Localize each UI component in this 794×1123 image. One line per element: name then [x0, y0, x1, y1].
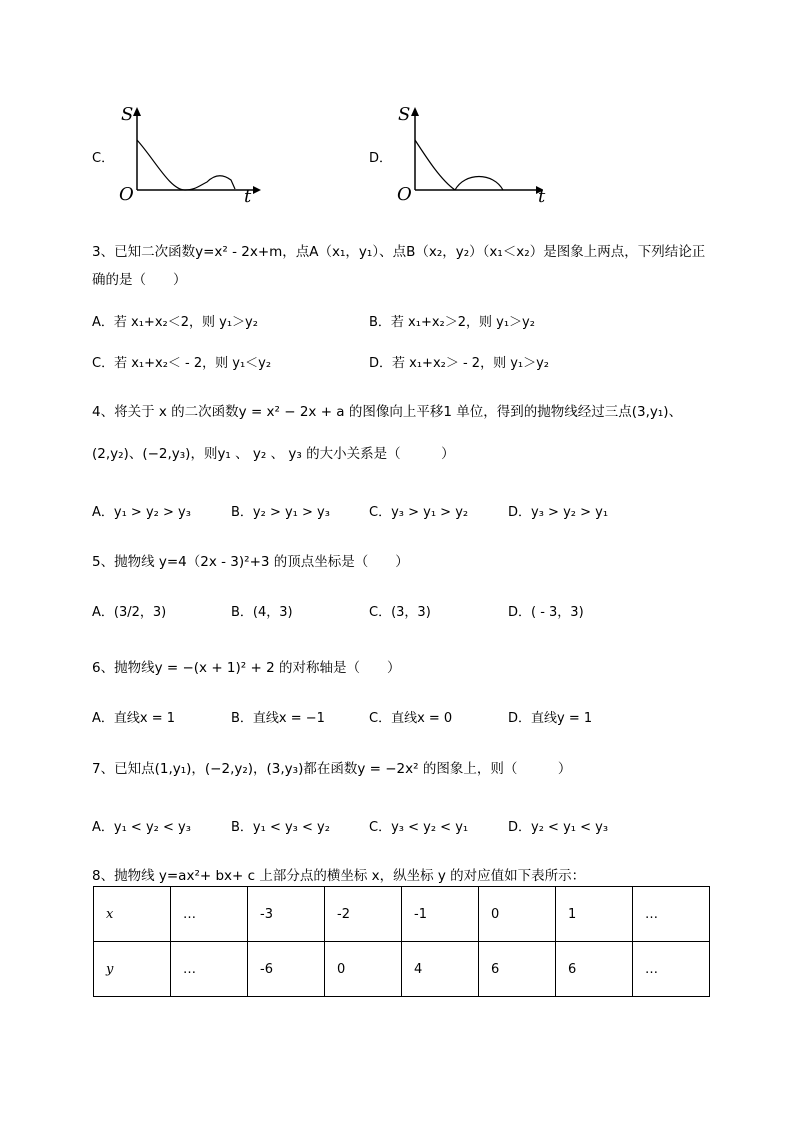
- option-a[interactable]: A．y₁ < y₂ < y₃: [92, 820, 191, 835]
- option-a[interactable]: A．(3/2，3): [92, 605, 167, 620]
- option-d[interactable]: D．若 x₁+x₂＞ - 2，则 y₁＞y₂: [369, 356, 550, 371]
- question-text: 8、抛物线 y=ax²+ bx+ c 上部分点的横坐标 x，纵坐标 y 的对应值如下表所示：: [92, 868, 586, 884]
- table-cell: 0: [479, 887, 556, 942]
- option-b[interactable]: B．(4，3): [231, 605, 293, 620]
- question-text: 5、抛物线 y=4（2x - 3)²+3 的顶点坐标是（ ）: [92, 554, 409, 570]
- table-row: [94, 942, 710, 997]
- graph-d-plot: [393, 100, 546, 210]
- option-b[interactable]: B．y₂ > y₁ > y₃: [231, 505, 330, 520]
- graph-c-plot: [115, 100, 265, 210]
- graph-x-axis-label: t: [538, 186, 546, 207]
- option-c[interactable]: C．y₃ > y₁ > y₂: [369, 505, 469, 520]
- option-b[interactable]: B．直线x = −1: [231, 711, 325, 726]
- question-text: 7、已知点(1,y₁)，(−2,y₂)，(3,y₃)都在函数y = −2x² 的图象上，则（ ）: [92, 761, 572, 777]
- table-cell: …: [633, 942, 710, 997]
- table-cell: 4: [402, 942, 479, 997]
- table-cell: …: [633, 887, 710, 942]
- option-b[interactable]: B．y₁ < y₃ < y₂: [231, 820, 330, 835]
- table-row: [94, 887, 710, 942]
- graph-x-axis-label: t: [244, 186, 252, 207]
- graph-option-label: D．: [369, 151, 393, 166]
- table-cell: 1: [556, 887, 633, 942]
- graph-option-label: C．: [92, 151, 115, 166]
- question-text: 6、抛物线y = −(x + 1)² + 2 的对称轴是（ ）: [92, 660, 401, 676]
- graph-y-axis-label: S: [398, 104, 411, 125]
- table-cell: x: [94, 887, 171, 942]
- table-cell: 6: [479, 942, 556, 997]
- question-text: (2,y₂)、(−2,y₃)，则y₁ 、 y₂ 、 y₃ 的大小关系是（ ）: [92, 446, 455, 462]
- option-a[interactable]: A．直线x = 1: [92, 711, 176, 726]
- table-cell: y: [94, 942, 171, 997]
- option-d[interactable]: D．y₃ > y₂ > y₁: [508, 505, 609, 520]
- graph-y-axis-label: S: [121, 104, 134, 125]
- table-cell: -2: [325, 887, 402, 942]
- option-c[interactable]: C．y₃ < y₂ < y₁: [369, 820, 469, 835]
- table-cell: …: [171, 942, 248, 997]
- table-cell: 0: [325, 942, 402, 997]
- table-cell: …: [171, 887, 248, 942]
- option-d[interactable]: D．( - 3，3): [508, 605, 584, 620]
- question-text: 3、已知二次函数y=x² - 2x+m，点A（x₁，y₁）、点B（x₂，y₂）（x₁＜x₂）是图象上两点，下列结论正: [92, 244, 706, 260]
- option-a[interactable]: A．若 x₁+x₂＜2，则 y₁＞y₂: [92, 315, 258, 330]
- option-a[interactable]: A．y₁ > y₂ > y₃: [92, 505, 191, 520]
- question-text: 确的是（ ）: [92, 272, 187, 288]
- graph-origin-label: O: [119, 184, 134, 205]
- question-text: 4、将关于 x 的二次函数y = x² − 2x + a 的图像向上平移1 单位，得到的抛物线经过三点(3,y₁)、: [92, 404, 683, 420]
- option-c[interactable]: C．直线x = 0: [369, 711, 453, 726]
- option-c[interactable]: C．若 x₁+x₂＜ - 2，则 y₁＜y₂: [92, 356, 272, 371]
- table-cell: -3: [248, 887, 325, 942]
- option-d[interactable]: D．直线y = 1: [508, 711, 593, 726]
- option-c[interactable]: C．(3，3): [369, 605, 431, 620]
- table-cell: -6: [248, 942, 325, 997]
- option-b[interactable]: B．若 x₁+x₂＞2，则 y₁＞y₂: [369, 315, 535, 330]
- table-cell: 6: [556, 942, 633, 997]
- table-cell: -1: [402, 887, 479, 942]
- graph-origin-label: O: [397, 184, 412, 205]
- option-d[interactable]: D．y₂ < y₁ < y₃: [508, 820, 609, 835]
- value-table: [93, 886, 710, 997]
